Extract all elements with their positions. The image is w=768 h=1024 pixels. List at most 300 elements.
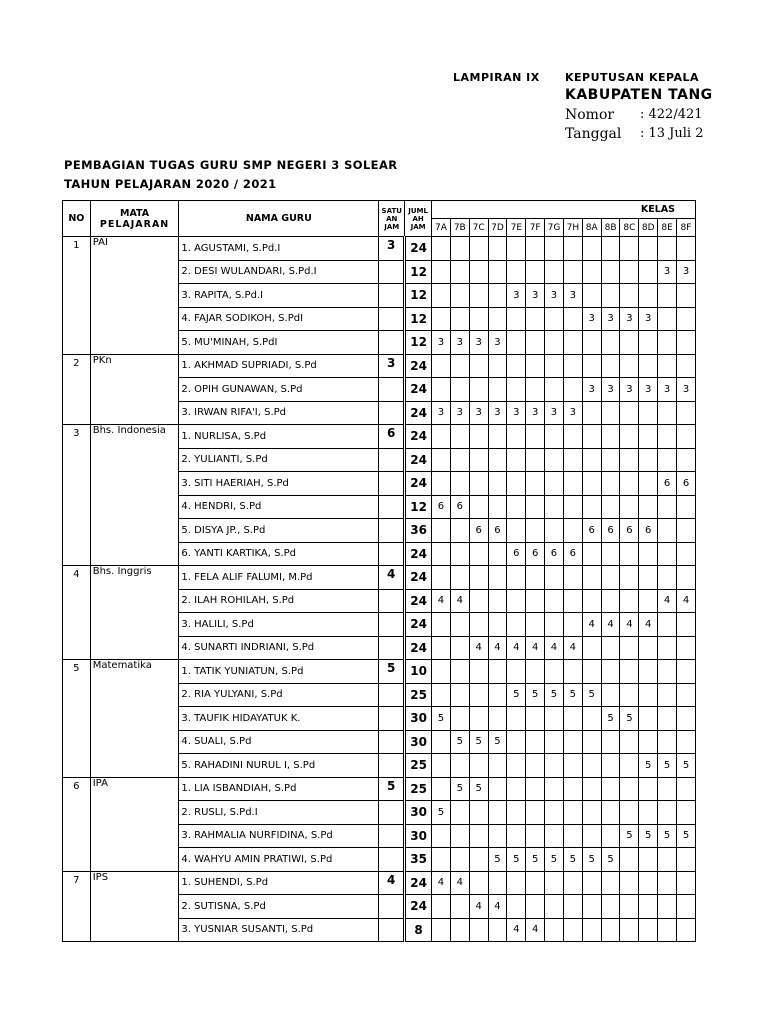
kelas-hours-cell [582, 871, 601, 895]
kelas-hours-cell [658, 636, 677, 660]
jumlah-jam: 30 [405, 801, 432, 825]
header-mata-line1: MATA [119, 207, 150, 219]
header-kelas-8d: 8D [639, 219, 658, 237]
kelas-hours-cell [507, 472, 526, 496]
kelas-hours-cell [658, 542, 677, 566]
kelas-hours-cell [677, 542, 696, 566]
kelas-hours-cell [545, 660, 564, 684]
kelas-hours-cell [620, 918, 639, 942]
kelas-hours-cell [507, 260, 526, 284]
kelas-hours-cell [545, 237, 564, 261]
teacher-name: 3. HALILI, S.Pd [179, 613, 379, 637]
kelas-hours-cell: 6 [469, 519, 488, 543]
kelas-hours-cell [601, 589, 620, 613]
header-jumlah-line2: AH [412, 214, 424, 223]
kelas-hours-cell [658, 683, 677, 707]
kelas-hours-cell: 4 [545, 636, 564, 660]
jumlah-jam: 25 [405, 683, 432, 707]
kelas-hours-cell: 5 [620, 824, 639, 848]
table-row [63, 871, 696, 895]
kelas-hours-cell [450, 754, 469, 778]
kelas-hours-cell: 5 [469, 777, 488, 801]
header-nama-guru: NAMA GURU [179, 201, 379, 237]
header-kelas-7d: 7D [488, 219, 507, 237]
kelas-hours-cell [488, 707, 507, 731]
kelas-hours-cell: 3 [469, 401, 488, 425]
kelas-hours-cell [658, 871, 677, 895]
kelas-hours-cell: 3 [563, 401, 582, 425]
kelas-hours-cell [545, 260, 564, 284]
kelas-hours-cell [601, 542, 620, 566]
teacher-name: 3. TAUFIK HIDAYATUK K. [179, 707, 379, 731]
kelas-hours-cell [601, 401, 620, 425]
kelas-hours-cell [620, 848, 639, 872]
kelas-hours-cell [563, 660, 582, 684]
kelas-hours-cell [432, 378, 451, 402]
kelas-hours-cell [677, 848, 696, 872]
kelas-hours-cell [677, 636, 696, 660]
kelas-hours-cell [658, 660, 677, 684]
jumlah-jam: 24 [405, 566, 432, 590]
jumlah-jam: 10 [405, 660, 432, 684]
kelas-hours-cell [658, 519, 677, 543]
kelas-hours-cell [469, 801, 488, 825]
kelas-hours-cell [601, 895, 620, 919]
kelas-hours-cell [601, 824, 620, 848]
kelas-hours-cell [507, 448, 526, 472]
satuan-jam [379, 331, 405, 355]
kelas-hours-cell [507, 566, 526, 590]
kelas-hours-cell: 6 [545, 542, 564, 566]
kelas-hours-cell: 5 [526, 848, 545, 872]
kelas-hours-cell [450, 895, 469, 919]
satuan-jam [379, 472, 405, 496]
kelas-hours-cell: 3 [563, 284, 582, 308]
kelas-hours-cell [488, 824, 507, 848]
kelas-hours-cell [469, 754, 488, 778]
kelas-hours-cell [582, 284, 601, 308]
kelas-hours-cell: 3 [507, 401, 526, 425]
kelas-hours-cell [639, 801, 658, 825]
kelas-hours-cell [526, 707, 545, 731]
kelas-hours-cell [658, 730, 677, 754]
kelas-hours-cell [450, 636, 469, 660]
kelas-hours-cell [620, 777, 639, 801]
tanggal-label: Tanggal [565, 126, 622, 142]
kelas-hours-cell [432, 613, 451, 637]
teacher-name: 2. DESI WULANDARI, S.Pd.I [179, 260, 379, 284]
kelas-hours-cell [658, 895, 677, 919]
header-kelas-7a: 7A [432, 219, 451, 237]
group-number: 2 [63, 354, 91, 425]
kelas-hours-cell [488, 801, 507, 825]
kelas-hours-cell [677, 331, 696, 355]
kelas-hours-cell: 5 [601, 707, 620, 731]
kelas-hours-cell [582, 425, 601, 449]
kelas-hours-cell [526, 566, 545, 590]
jumlah-jam: 8 [405, 918, 432, 942]
kelas-hours-cell [469, 848, 488, 872]
jumlah-jam: 24 [405, 613, 432, 637]
kelas-hours-cell [545, 354, 564, 378]
kelas-hours-cell [601, 331, 620, 355]
header-kelas-7e: 7E [507, 219, 526, 237]
kelas-hours-cell [620, 354, 639, 378]
kelas-hours-cell [639, 895, 658, 919]
jumlah-jam: 24 [405, 378, 432, 402]
kelas-hours-cell [563, 871, 582, 895]
kelas-hours-cell: 6 [432, 495, 451, 519]
kelas-hours-cell: 5 [545, 683, 564, 707]
kelas-hours-cell [601, 495, 620, 519]
jumlah-jam: 30 [405, 707, 432, 731]
kelas-hours-cell [639, 237, 658, 261]
jumlah-jam: 24 [405, 237, 432, 261]
kelas-hours-cell [526, 425, 545, 449]
kelas-hours-cell [526, 307, 545, 331]
satuan-jam [379, 707, 405, 731]
kelas-hours-cell [469, 613, 488, 637]
kelas-hours-cell [469, 918, 488, 942]
kelas-hours-cell [545, 448, 564, 472]
kelas-hours-cell: 3 [450, 331, 469, 355]
kelas-hours-cell [450, 307, 469, 331]
kelas-hours-cell [450, 260, 469, 284]
assignment-table [62, 200, 696, 942]
kelas-hours-cell [526, 801, 545, 825]
teacher-name: 1. LIA ISBANDIAH, S.Pd [179, 777, 379, 801]
kelas-hours-cell: 6 [601, 519, 620, 543]
subject-name: PKn [90, 354, 179, 425]
kelas-hours-cell: 3 [488, 331, 507, 355]
kelas-hours-cell [601, 237, 620, 261]
kelas-hours-cell [526, 777, 545, 801]
kelas-hours-cell [620, 730, 639, 754]
kelas-hours-cell [677, 307, 696, 331]
document-title: PEMBAGIAN TUGAS GURU SMP NEGERI 3 SOLEAR [64, 158, 398, 172]
kelas-hours-cell [507, 589, 526, 613]
kelas-hours-cell [639, 284, 658, 308]
kelas-hours-cell: 3 [677, 378, 696, 402]
nomor-label: Nomor [565, 107, 615, 123]
kelas-hours-cell [677, 660, 696, 684]
kelas-hours-cell [488, 754, 507, 778]
kelas-hours-cell [545, 331, 564, 355]
header-mata-line2: PELAJARAN [99, 218, 170, 230]
kelas-hours-cell [432, 307, 451, 331]
header-kelas-7g: 7G [545, 219, 564, 237]
header-kelas-7f: 7F [526, 219, 545, 237]
kelas-hours-cell: 4 [658, 589, 677, 613]
kelas-hours-cell: 6 [620, 519, 639, 543]
kelas-hours-cell [450, 472, 469, 496]
kelas-hours-cell [601, 636, 620, 660]
kelas-hours-cell [563, 566, 582, 590]
kelas-hours-cell: 4 [432, 589, 451, 613]
kelas-hours-cell: 4 [450, 589, 469, 613]
jumlah-jam: 12 [405, 307, 432, 331]
kelas-hours-cell [507, 707, 526, 731]
satuan-jam [379, 284, 405, 308]
kelas-hours-cell: 4 [601, 613, 620, 637]
kelas-hours-cell [582, 495, 601, 519]
kelas-hours-cell [432, 284, 451, 308]
header-kelas-7c: 7C [469, 219, 488, 237]
kelas-hours-cell [432, 448, 451, 472]
satuan-jam [379, 683, 405, 707]
kelas-hours-cell [677, 801, 696, 825]
kelas-hours-cell [563, 754, 582, 778]
teacher-name: 2. YULIANTI, S.Pd [179, 448, 379, 472]
satuan-jam [379, 495, 405, 519]
kelas-hours-cell [582, 542, 601, 566]
satuan-jam [379, 730, 405, 754]
teacher-name: 6. YANTI KARTIKA, S.Pd [179, 542, 379, 566]
kelas-hours-cell [582, 331, 601, 355]
teacher-name: 5. MU'MINAH, S.PdI [179, 331, 379, 355]
kelas-hours-cell [620, 660, 639, 684]
kelas-hours-cell: 4 [582, 613, 601, 637]
kelas-hours-cell: 5 [488, 848, 507, 872]
jumlah-jam: 24 [405, 354, 432, 378]
kelas-hours-cell [545, 918, 564, 942]
header-no: NO [63, 201, 91, 237]
kelas-hours-cell [677, 613, 696, 637]
kelas-hours-cell: 4 [639, 613, 658, 637]
kelas-hours-cell [526, 754, 545, 778]
kelas-hours-cell [545, 589, 564, 613]
kelas-hours-cell [432, 683, 451, 707]
teacher-name: 2. RUSLI, S.Pd.I [179, 801, 379, 825]
kelas-hours-cell [450, 683, 469, 707]
kelas-hours-cell [563, 425, 582, 449]
kelas-hours-cell [545, 495, 564, 519]
kelas-hours-cell [620, 801, 639, 825]
kelas-hours-cell [469, 824, 488, 848]
kelas-hours-cell [545, 566, 564, 590]
kelas-hours-cell [677, 566, 696, 590]
jumlah-jam: 35 [405, 848, 432, 872]
satuan-jam [379, 824, 405, 848]
kelas-hours-cell [469, 707, 488, 731]
kelas-hours-cell: 3 [526, 284, 545, 308]
group-number: 3 [63, 425, 91, 566]
kelas-hours-cell: 4 [507, 918, 526, 942]
kelas-hours-cell [563, 707, 582, 731]
decree-line1: KEPUTUSAN KEPALA [565, 71, 700, 84]
kelas-hours-cell [432, 730, 451, 754]
kelas-hours-cell [526, 824, 545, 848]
kelas-hours-cell: 4 [563, 636, 582, 660]
teacher-name: 1. AKHMAD SUPRIADI, S.Pd [179, 354, 379, 378]
kelas-hours-cell [601, 472, 620, 496]
jumlah-jam: 24 [405, 871, 432, 895]
header-kelas-7b: 7B [450, 219, 469, 237]
kelas-hours-cell [488, 660, 507, 684]
kelas-hours-cell [545, 472, 564, 496]
kelas-hours-cell [639, 542, 658, 566]
kelas-hours-cell: 6 [488, 519, 507, 543]
kelas-hours-cell [601, 918, 620, 942]
kelas-hours-cell [677, 730, 696, 754]
kelas-hours-cell [677, 777, 696, 801]
kelas-hours-cell [639, 260, 658, 284]
kelas-hours-cell [469, 683, 488, 707]
kelas-hours-cell [469, 448, 488, 472]
kelas-hours-cell [450, 237, 469, 261]
kelas-hours-cell [639, 871, 658, 895]
kelas-hours-cell [488, 613, 507, 637]
kelas-hours-cell: 3 [469, 331, 488, 355]
group-number: 5 [63, 660, 91, 778]
kelas-hours-cell [526, 660, 545, 684]
kelas-hours-cell [658, 918, 677, 942]
kelas-hours-cell: 3 [432, 401, 451, 425]
kelas-hours-cell [545, 871, 564, 895]
teacher-name: 2. RIA YULYANI, S.Pd [179, 683, 379, 707]
kelas-hours-cell [563, 354, 582, 378]
kelas-hours-cell [658, 613, 677, 637]
kelas-hours-cell [432, 824, 451, 848]
kelas-hours-cell [507, 331, 526, 355]
kelas-hours-cell [658, 237, 677, 261]
kelas-hours-cell: 5 [582, 848, 601, 872]
kelas-hours-cell [450, 519, 469, 543]
kelas-hours-cell: 4 [488, 895, 507, 919]
jumlah-jam: 36 [405, 519, 432, 543]
satuan-jam [379, 519, 405, 543]
kelas-hours-cell [563, 378, 582, 402]
kelas-hours-cell [620, 284, 639, 308]
teacher-name: 3. YUSNIAR SUSANTI, S.Pd [179, 918, 379, 942]
kelas-hours-cell [677, 284, 696, 308]
kelas-hours-cell [563, 589, 582, 613]
kelas-hours-cell [658, 848, 677, 872]
kelas-hours-cell [469, 871, 488, 895]
kelas-hours-cell [601, 777, 620, 801]
kelas-hours-cell [507, 824, 526, 848]
kelas-hours-cell [563, 260, 582, 284]
satuan-jam [379, 448, 405, 472]
teacher-name: 3. SITI HAERIAH, S.Pd [179, 472, 379, 496]
teacher-name: 4. HENDRI, S.Pd [179, 495, 379, 519]
subject-name: IPA [90, 777, 179, 871]
kelas-hours-cell [432, 237, 451, 261]
kelas-hours-cell [469, 354, 488, 378]
tanggal-value: : 13 Juli 2 [640, 126, 704, 141]
kelas-hours-cell [469, 566, 488, 590]
kelas-hours-cell [563, 472, 582, 496]
subject-name: IPS [90, 871, 179, 942]
kelas-hours-cell [582, 472, 601, 496]
satuan-jam [379, 260, 405, 284]
kelas-hours-cell [563, 307, 582, 331]
kelas-hours-cell [639, 401, 658, 425]
kelas-hours-cell [601, 448, 620, 472]
kelas-hours-cell [469, 307, 488, 331]
kelas-hours-cell [620, 425, 639, 449]
kelas-hours-cell [432, 472, 451, 496]
kelas-hours-cell [658, 425, 677, 449]
satuan-jam: 5 [379, 660, 405, 684]
kelas-hours-cell [545, 307, 564, 331]
kelas-hours-cell: 6 [507, 542, 526, 566]
jumlah-jam: 24 [405, 448, 432, 472]
kelas-hours-cell: 5 [563, 683, 582, 707]
header-jumlah-line3: JAM [410, 222, 426, 231]
teacher-name: 2. OPIH GUNAWAN, S.Pd [179, 378, 379, 402]
teacher-name: 1. AGUSTAMI, S.Pd.I [179, 237, 379, 261]
kelas-hours-cell [601, 260, 620, 284]
kelas-hours-cell: 3 [620, 307, 639, 331]
kelas-hours-cell [658, 566, 677, 590]
kelas-hours-cell [563, 613, 582, 637]
kelas-hours-cell [526, 448, 545, 472]
kelas-hours-cell [545, 425, 564, 449]
kelas-hours-cell [601, 354, 620, 378]
header-decree-block [540, 60, 713, 150]
kelas-hours-cell: 3 [507, 284, 526, 308]
kelas-hours-cell [563, 237, 582, 261]
kelas-hours-cell [432, 895, 451, 919]
kelas-hours-cell [507, 871, 526, 895]
kelas-hours-cell: 6 [563, 542, 582, 566]
subject-name: Bhs. Inggris [90, 566, 179, 660]
kelas-hours-cell: 4 [450, 871, 469, 895]
kelas-hours-cell: 3 [582, 378, 601, 402]
kelas-hours-cell: 4 [507, 636, 526, 660]
kelas-hours-cell: 3 [639, 378, 658, 402]
kelas-hours-cell [432, 754, 451, 778]
kelas-hours-cell: 3 [488, 401, 507, 425]
kelas-hours-cell [563, 519, 582, 543]
kelas-hours-cell [620, 237, 639, 261]
kelas-hours-cell [582, 660, 601, 684]
kelas-hours-cell [639, 777, 658, 801]
kelas-hours-cell [488, 495, 507, 519]
header-satuan-line3: JAM [384, 222, 400, 231]
kelas-hours-cell [432, 636, 451, 660]
kelas-hours-cell [639, 331, 658, 355]
kelas-hours-cell: 3 [432, 331, 451, 355]
jumlah-jam: 24 [405, 425, 432, 449]
kelas-hours-cell: 5 [677, 824, 696, 848]
kelas-hours-cell [582, 824, 601, 848]
satuan-jam: 3 [379, 354, 405, 378]
teacher-name: 4. SUNARTI INDRIANI, S.Pd [179, 636, 379, 660]
kelas-hours-cell [601, 284, 620, 308]
kelas-hours-cell [488, 871, 507, 895]
teacher-name: 3. RAPITA, S.Pd.I [179, 284, 379, 308]
kelas-hours-cell [450, 918, 469, 942]
header-kelas: KELAS [432, 201, 696, 219]
lampiran-label: LAMPIRAN IX [453, 71, 540, 84]
teacher-name: 1. FELA ALIF FALUMI, M.Pd [179, 566, 379, 590]
kelas-hours-cell [545, 519, 564, 543]
kelas-hours-cell [545, 378, 564, 402]
jumlah-jam: 24 [405, 401, 432, 425]
jumlah-jam: 12 [405, 331, 432, 355]
kelas-hours-cell [582, 801, 601, 825]
kelas-hours-cell: 3 [582, 307, 601, 331]
teacher-name: 1. SUHENDI, S.Pd [179, 871, 379, 895]
group-number: 1 [63, 237, 91, 355]
kelas-hours-cell [677, 519, 696, 543]
kelas-hours-cell [488, 378, 507, 402]
header-satuan-line2: AN [386, 214, 398, 223]
kelas-hours-cell [526, 519, 545, 543]
kelas-hours-cell [432, 542, 451, 566]
